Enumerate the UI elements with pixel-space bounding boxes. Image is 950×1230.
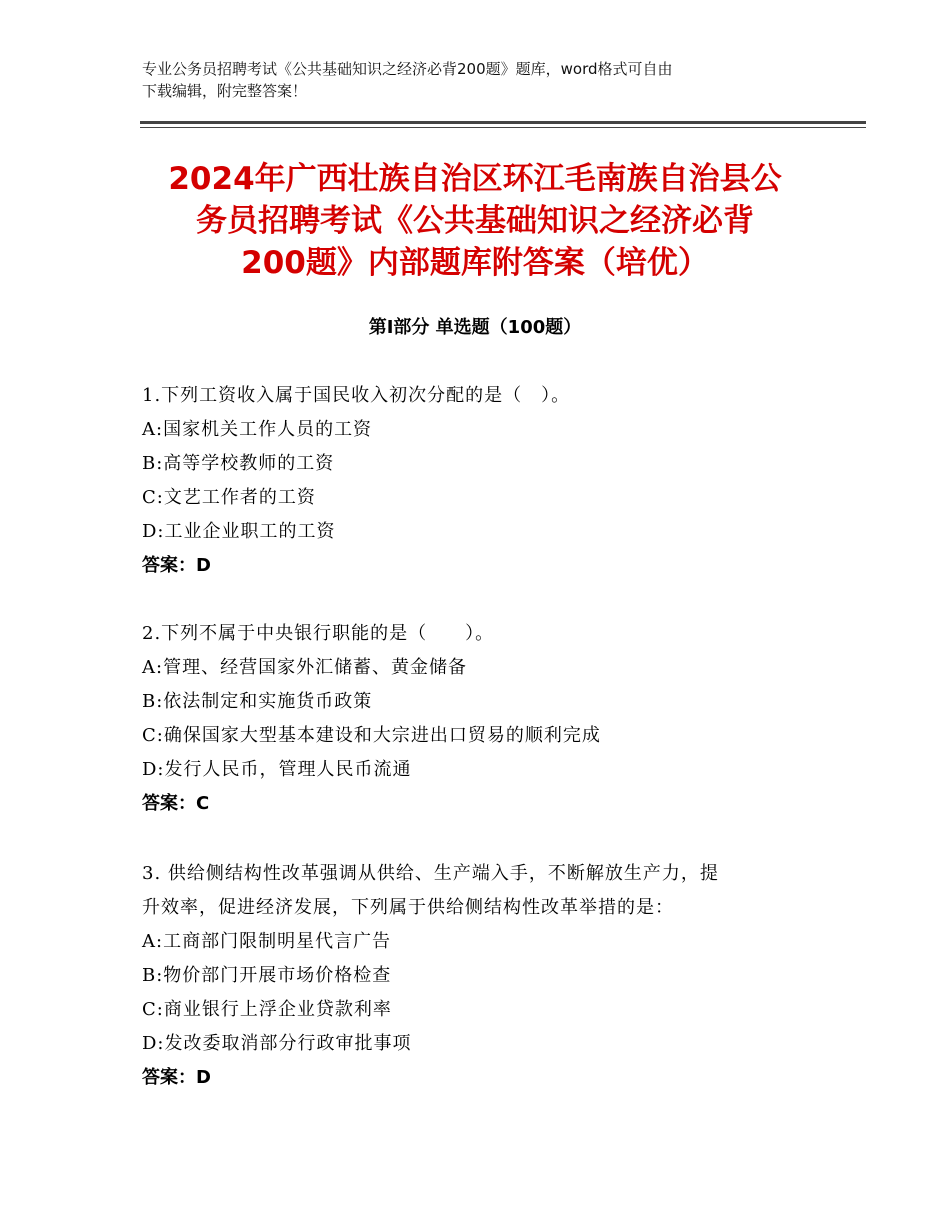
question-1 <box>142 379 822 583</box>
option-b: B:依法制定和实施货币政策 <box>142 691 373 712</box>
option-a: A:工商部门限制明星代言广告 <box>142 931 392 952</box>
question-stem: 2.下列不属于中央银行职能的是（ ）。 <box>142 623 495 644</box>
option-c: C:文艺工作者的工资 <box>142 487 316 508</box>
question-3 <box>142 857 822 1095</box>
option-b: B:物价部门开展市场价格检查 <box>142 965 392 986</box>
question-2 <box>142 617 822 821</box>
document-title <box>120 158 830 284</box>
header-divider-thin <box>140 127 866 128</box>
title-line: 务员招聘考试《公共基础知识之经济必背 <box>196 203 754 239</box>
option-c: C:确保国家大型基本建设和大宗进出口贸易的顺利完成 <box>142 725 601 746</box>
header-note-line: 下载编辑，附完整答案！ <box>142 82 308 100</box>
option-d: D:工业企业职工的工资 <box>142 521 336 542</box>
header-note-line: 专业公务员招聘考试《公共基础知识之经济必背200题》题库，word格式可自由 <box>142 60 673 78</box>
header-note <box>142 58 822 102</box>
question-stem-line: 升效率，促进经济发展，下列属于供给侧结构性改革举措的是： <box>142 897 674 918</box>
header-divider-thick <box>140 121 866 124</box>
section-heading: 第Ⅰ部分 单选题（100题） <box>368 317 582 338</box>
answer-line: 答案：D <box>142 555 211 576</box>
option-b: B:高等学校教师的工资 <box>142 453 335 474</box>
option-c: C:商业银行上浮企业贷款利率 <box>142 999 392 1020</box>
title-line: 200题》内部题库附答案（培优） <box>241 245 709 281</box>
question-stem: 1.下列工资收入属于国民收入初次分配的是（ ）。 <box>142 385 571 406</box>
option-a: A:国家机关工作人员的工资 <box>142 419 373 440</box>
option-d: D:发行人民币，管理人民币流通 <box>142 759 412 780</box>
answer-line: 答案：C <box>142 793 210 814</box>
option-a: A:管理、经营国家外汇储蓄、黄金储备 <box>142 657 468 678</box>
question-stem-line: 3. 供给侧结构性改革强调从供给、生产端入手，不断解放生产力，提 <box>142 863 719 884</box>
title-line: 2024年广西壮族自治区环江毛南族自治县公 <box>168 161 782 197</box>
option-d: D:发改委取消部分行政审批事项 <box>142 1033 412 1054</box>
answer-line: 答案：D <box>142 1067 211 1088</box>
